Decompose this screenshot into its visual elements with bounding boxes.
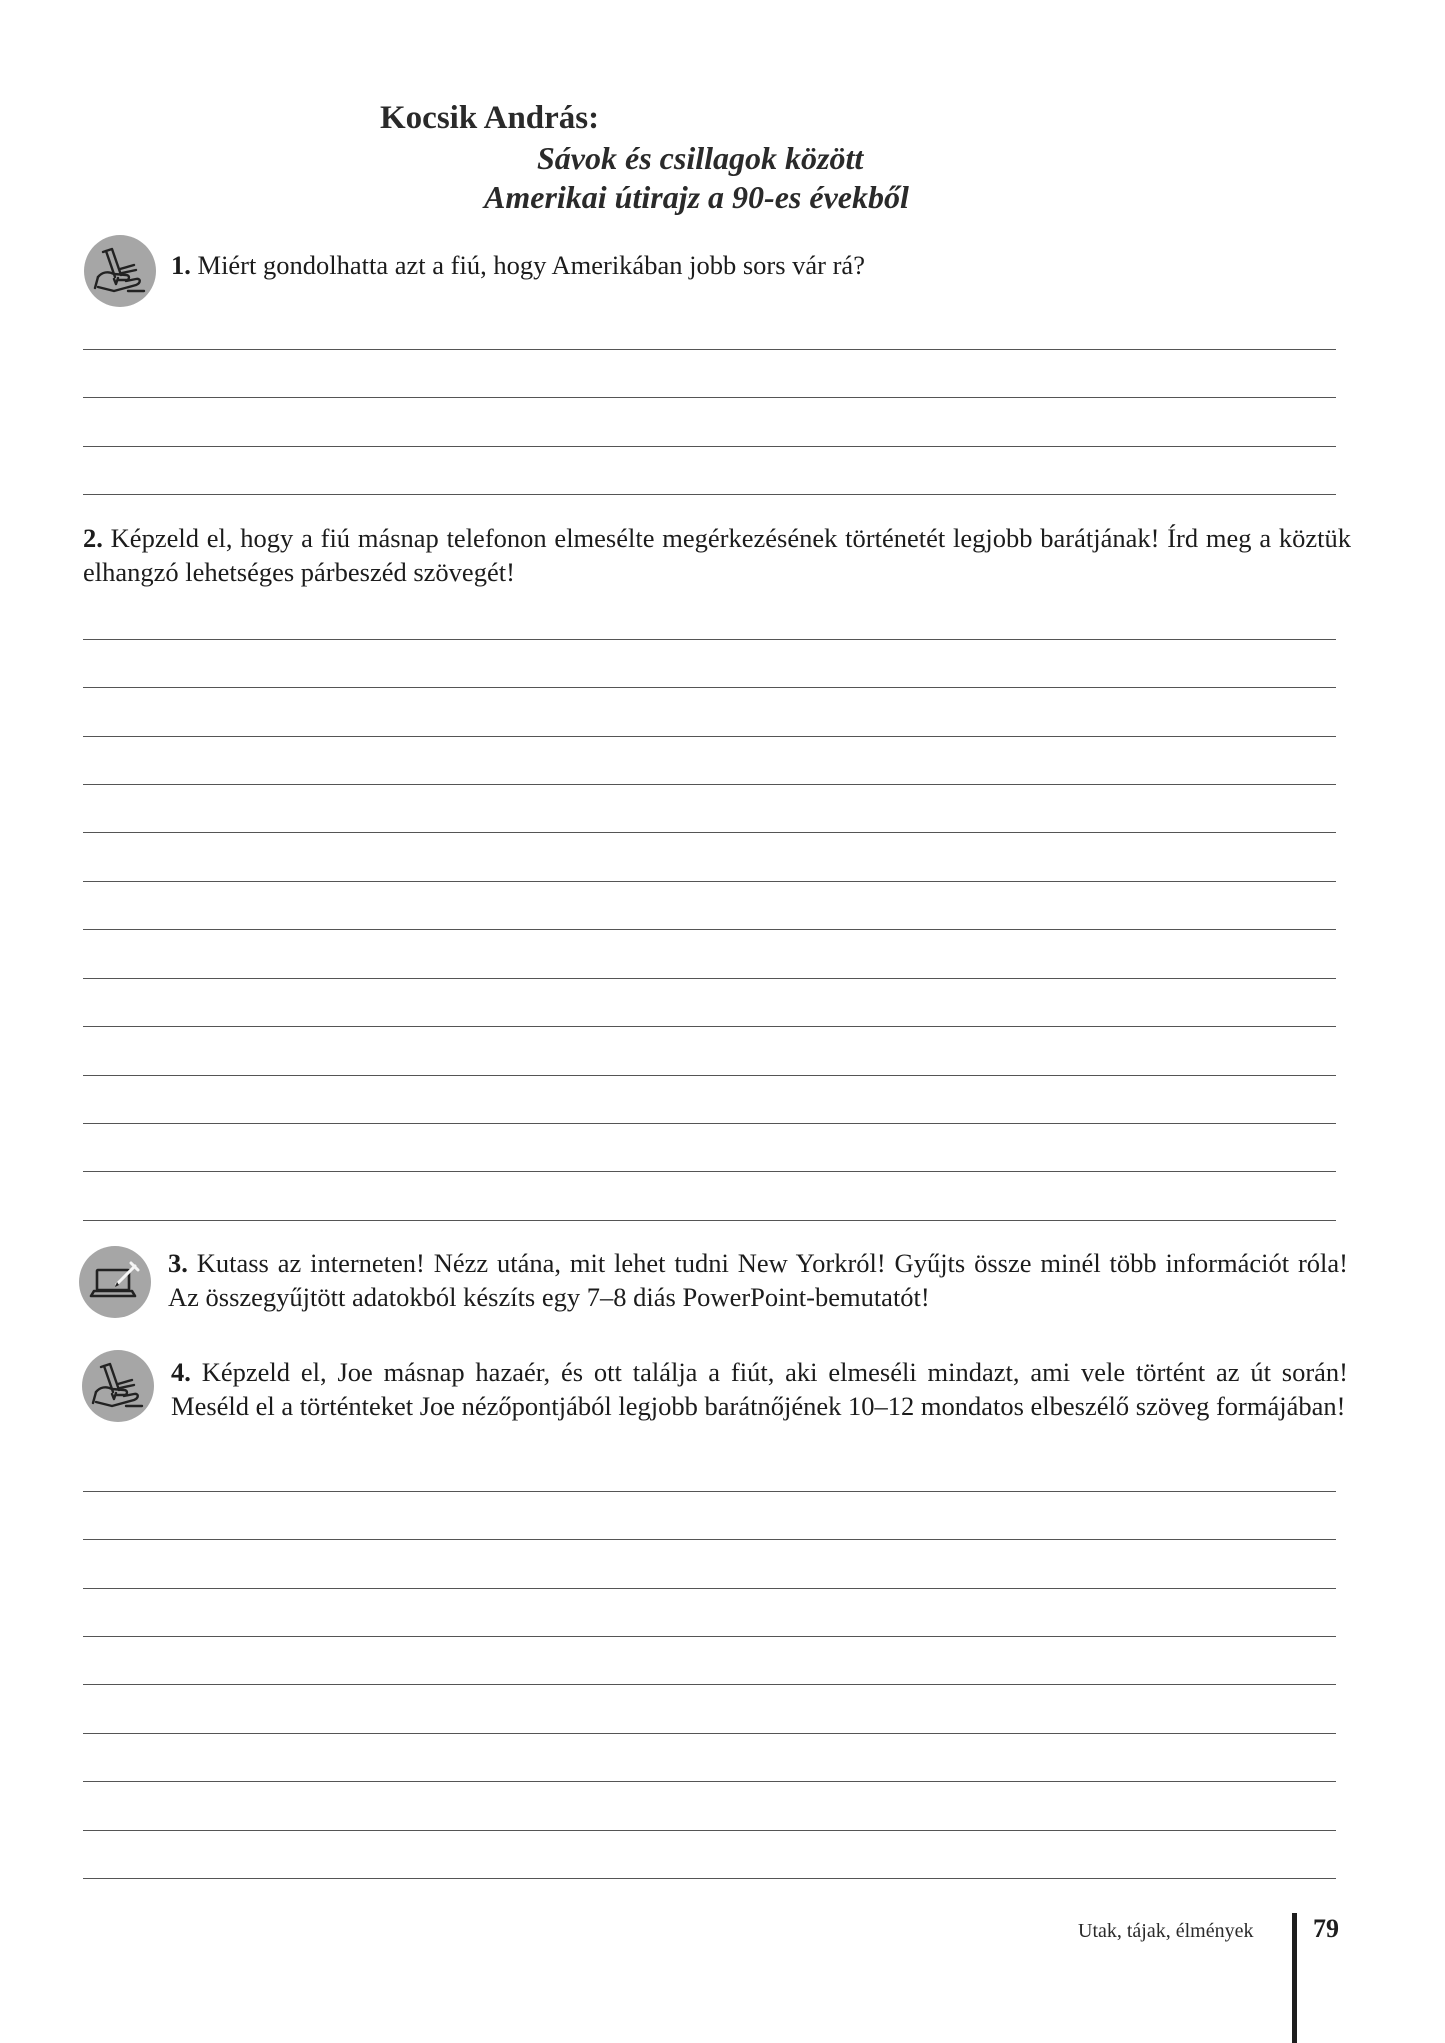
answer-line[interactable] [83,1733,1336,1734]
answer-line[interactable] [83,397,1336,398]
answer-line[interactable] [83,1075,1336,1076]
answer-line[interactable] [83,1220,1336,1221]
author-heading: Kocsik András: [380,100,600,136]
answer-line[interactable] [83,639,1336,640]
question-3-number: 3. [168,1248,188,1278]
answer-line[interactable] [83,687,1336,688]
answer-line[interactable] [83,929,1336,930]
title-line-1: Sávok és csillagok között [537,140,864,176]
answer-line[interactable] [83,1878,1336,1879]
answer-line[interactable] [83,784,1336,785]
question-3-text: Kutass az interneten! Nézz utána, mit lehet tudni New Yorkról! Gyűjts össze minél több információt róla! Az összegyűjtött adatokból készíts egy 7–8 diás PowerPoint-bemutatót! [168,1248,1348,1312]
question-3 [168,1246,1348,1314]
answer-line[interactable] [83,1491,1336,1492]
answer-line[interactable] [83,881,1336,882]
answer-line[interactable] [83,494,1336,495]
answer-line[interactable] [83,1781,1336,1782]
title-line-2: Amerikai útirajz a 90-es évekből [484,179,909,215]
question-1 [171,248,1371,282]
question-4-number: 4. [171,1357,191,1387]
footer-divider [1292,1913,1297,2043]
answer-line[interactable] [83,446,1336,447]
answer-line[interactable] [83,1171,1336,1172]
writing-hand-icon [82,1350,154,1422]
question-4 [171,1355,1348,1423]
question-1-number: 1. [171,250,191,280]
question-2-number: 2. [83,523,103,553]
answer-line[interactable] [83,832,1336,833]
answer-line[interactable] [83,1026,1336,1027]
footer-section-title: Utak, tájak, élmények [1078,1920,1254,1942]
answer-line[interactable] [83,736,1336,737]
answer-line[interactable] [83,1684,1336,1685]
answer-line[interactable] [83,1636,1336,1637]
question-1-text: Miért gondolhatta azt a fiú, hogy Amerikában jobb sors vár rá? [197,250,865,280]
writing-hand-icon [84,235,156,307]
answer-line[interactable] [83,1123,1336,1124]
answer-line[interactable] [83,1830,1336,1831]
laptop-pencil-icon [79,1246,151,1318]
question-2 [83,521,1351,589]
question-4-text: Képzeld el, Joe másnap hazaér, és ott találja a fiút, aki elmeséli mindazt, ami vele történt az út során! Meséld el a történteket Joe nézőpontjából legjobb barátnőjének 10–12 mondatos elbeszélő szöveg formájában! [171,1357,1349,1421]
answer-line[interactable] [83,349,1336,350]
answer-line[interactable] [83,1588,1336,1589]
answer-line[interactable] [83,1539,1336,1540]
answer-line[interactable] [83,978,1336,979]
question-2-text: Képzeld el, hogy a fiú másnap telefonon elmesélte megérkezésének történetét legjobb barátjának! Írd meg a köztük elhangzó lehetséges párbeszéd szövegét! [83,523,1351,587]
page-number: 79 [1313,1914,1339,1943]
